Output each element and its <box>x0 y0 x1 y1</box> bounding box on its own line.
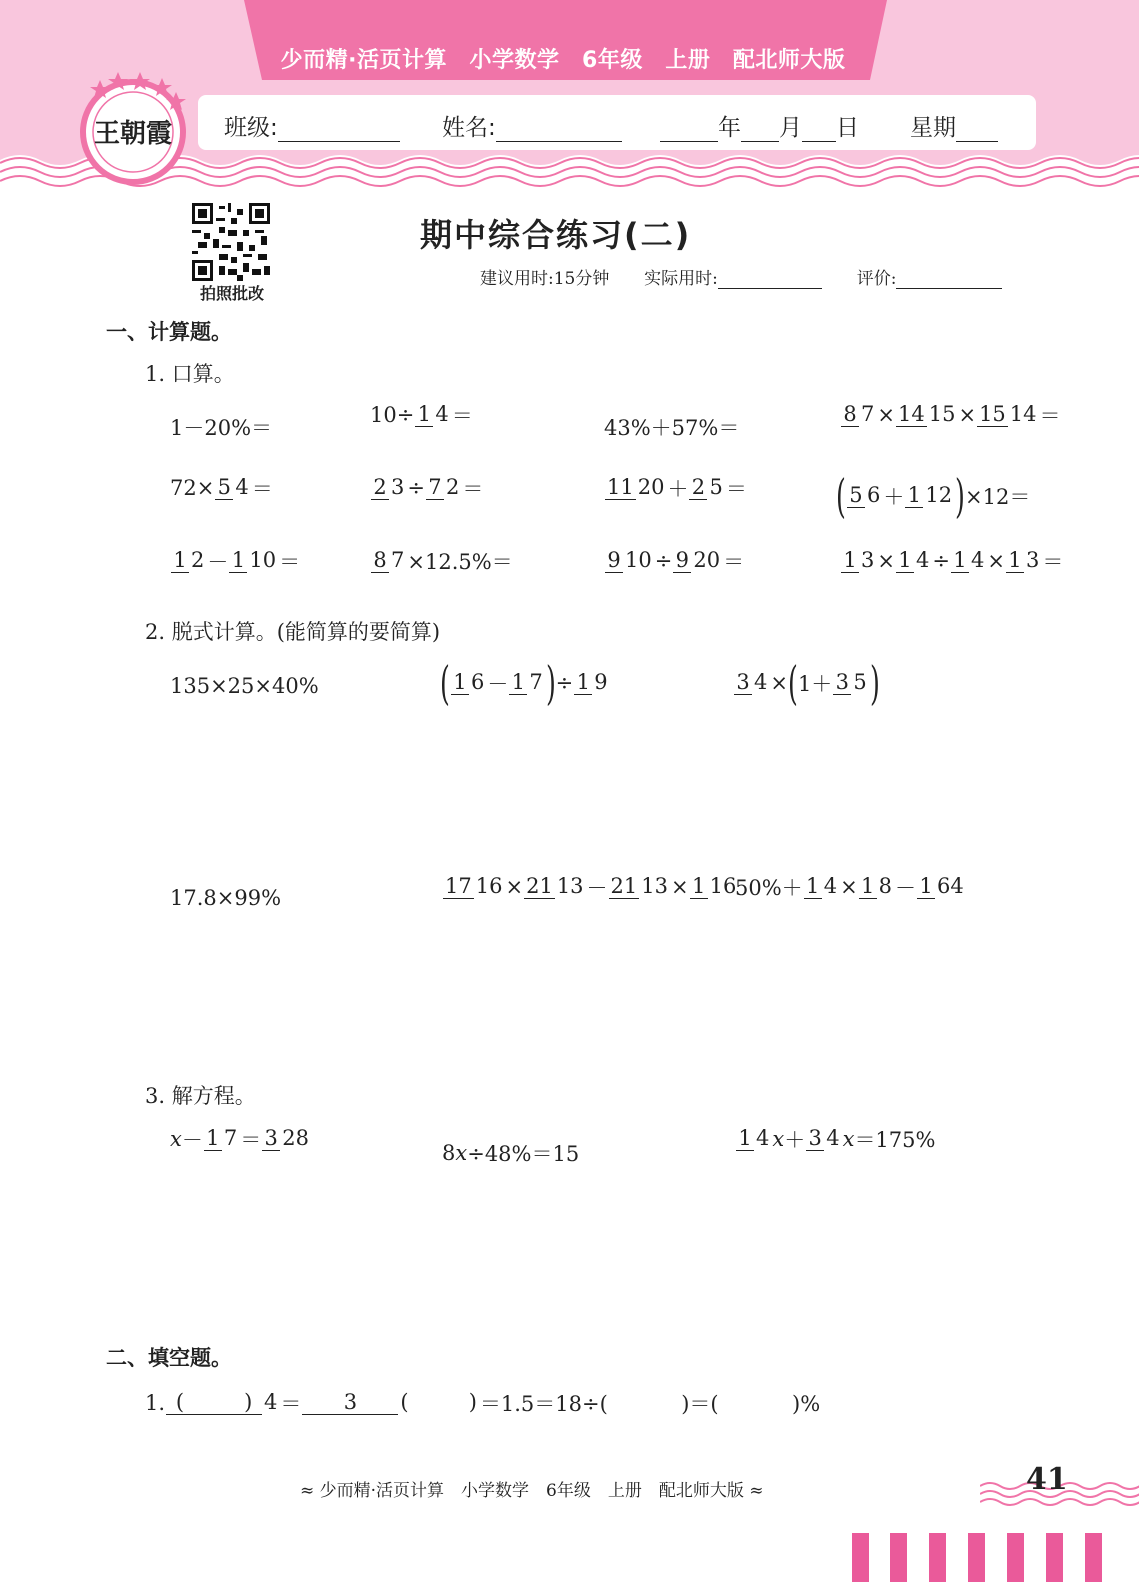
edge-bar <box>968 1533 985 1582</box>
name-field[interactable] <box>442 109 622 142</box>
oral-3-4: 1 3 × 1 4 ÷ 1 4 × 1 3 ＝ <box>840 546 1063 576</box>
part-3-heading: 3. 解方程。 <box>145 1084 256 1108</box>
part-2-heading: 2. 脱式计算。(能简算的要简算) <box>145 620 441 644</box>
part-1-heading: 1. 口算。 <box>145 362 235 386</box>
class-field[interactable] <box>224 109 400 142</box>
suggested-time: 建议用时:15分钟 <box>480 269 610 289</box>
student-info-box <box>198 95 1036 150</box>
oral-3-2: 8 7 ×12.5%＝ <box>370 546 513 576</box>
weekday-label: 星期 <box>910 115 956 141</box>
oral-3-1: 1 2 － 1 10 ＝ <box>170 546 300 576</box>
actual-time-blank[interactable] <box>718 268 822 289</box>
day-label: 日 <box>836 115 859 141</box>
equation-3: 1 4 x ＋ 3 4 x ＝175% <box>735 1124 935 1154</box>
edge-bar <box>1007 1533 1024 1582</box>
oral-3-3: 9 10 ÷ 9 20 ＝ <box>604 546 744 576</box>
oral-1-3: 43%＋57%＝ <box>604 416 740 440</box>
oral-1-4: 8 7 × 14 15 × 15 14 ＝ <box>840 400 1061 430</box>
step-5: 17 16 × 21 13 － 21 13 × 1 16 <box>445 873 737 900</box>
step-1: 135×25×40% <box>170 674 319 698</box>
oral-2-4: ( 5 6 ＋ 1 12 ) ×12＝ <box>836 469 1031 523</box>
year-label: 年 <box>718 115 741 141</box>
step-2: ( 1 6 － 1 7 ) ÷ 1 9 <box>440 656 608 710</box>
footer-series: ≈ 少而精·活页计算 小学数学 6年级 上册 配北师大版 ≈ <box>300 1481 764 1501</box>
question-number: 1. <box>145 1391 166 1415</box>
oral-2-2: 2 3 ÷ 7 2 ＝ <box>370 473 483 503</box>
fill-blank-1[interactable]: 1. ( ) 4 ＝ 3 ( ) ＝1.5＝18÷( )＝( )% <box>145 1389 821 1416</box>
edge-bar <box>852 1533 869 1582</box>
time-row <box>480 264 1002 289</box>
equation-2: 8 x ÷48%＝15 <box>442 1141 580 1166</box>
equation-1: x － 1 7 ＝ 3 28 <box>170 1125 309 1152</box>
publisher-logo <box>80 70 186 195</box>
date-field[interactable] <box>660 109 859 142</box>
actual-time-label: 实际用时: <box>644 269 718 289</box>
step-4: 17.8×99% <box>170 886 282 910</box>
series-title: 少而精·活页计算 小学数学 6年级 上册 配北师大版 <box>280 48 846 73</box>
section-1-heading: 一、计算题。 <box>106 320 232 344</box>
page-number: 41 <box>1026 1462 1068 1497</box>
svg-text:王朝霞: 王朝霞 <box>93 119 173 149</box>
weekday-field[interactable] <box>910 109 998 142</box>
section-2-heading: 二、填空题。 <box>106 1346 232 1370</box>
step-6: 50%＋ 1 4 × 1 8 － 1 64 <box>735 873 964 900</box>
class-label: 班级: <box>224 115 278 141</box>
step-3: 3 4 × ( 1＋ 3 5 ) <box>733 660 880 706</box>
page-title: 期中综合练习(二) <box>420 216 692 254</box>
edge-bar <box>1085 1533 1102 1582</box>
edge-bar <box>929 1533 946 1582</box>
qr-label: 拍照批改 <box>199 284 264 303</box>
oral-1-2: 10÷ 1 4 ＝ <box>370 401 473 428</box>
evaluation-label: 评价: <box>856 269 897 289</box>
oral-2-1: 72× 5 4 ＝ <box>170 474 273 501</box>
name-label: 姓名: <box>442 115 496 141</box>
oral-2-3: 11 20 ＋ 2 5 ＝ <box>607 474 747 501</box>
qr-code-icon[interactable] <box>192 203 270 281</box>
month-label: 月 <box>779 115 802 141</box>
edge-bar <box>890 1533 907 1582</box>
oral-1-1: 1－20%＝ <box>170 416 273 440</box>
evaluation-blank[interactable] <box>896 268 1002 289</box>
edge-bar <box>1046 1533 1063 1582</box>
